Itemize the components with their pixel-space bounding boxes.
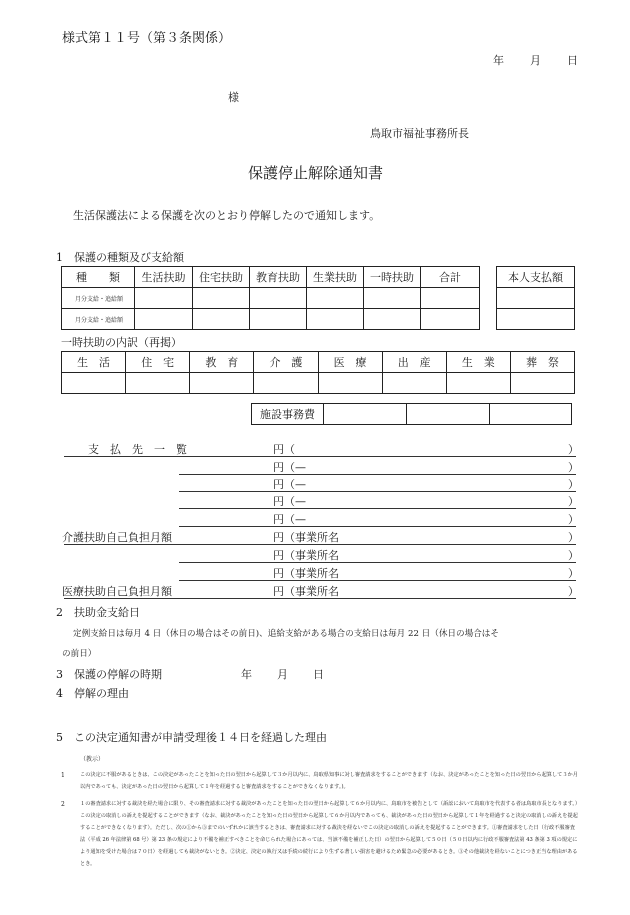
payee-line	[179, 474, 576, 475]
cell[interactable]	[497, 309, 575, 330]
col-personal-payment: 本人支払額	[497, 267, 575, 288]
row-monthly-1: 月分支給・追給額	[62, 288, 135, 309]
payee-line	[179, 508, 576, 509]
cell[interactable]	[364, 309, 421, 330]
payee-line	[64, 456, 576, 457]
cell[interactable]	[254, 373, 318, 394]
cell[interactable]	[446, 373, 510, 394]
care-close-3: ）	[568, 567, 579, 580]
section2-heading: 2 扶助金支給日	[56, 606, 140, 619]
cell[interactable]	[490, 404, 572, 425]
care-close-2: ）	[568, 549, 579, 562]
notice-item1: この決定に不服があるときは、この決定があったことを知った日の翌日から起算して３か月以内に、鳥取県知事に対し審査請求をすることができます（なお、決定があったことを知った日の翌日から起算して３か月以内であっても、決定があった日の翌日から起算して１年を経過すると審査請求をすることができなくなります。)。	[80, 772, 578, 790]
payee-yen-2: 円（—	[273, 461, 306, 474]
payment-day-text-cont: の前日）	[62, 649, 97, 659]
resume-month-label: 月	[277, 668, 288, 681]
facility-fee-table	[251, 403, 572, 425]
payee-close-5: ）	[568, 513, 579, 526]
breakdown-heading: 一時扶助の内訳（再掲）	[61, 336, 182, 349]
cell[interactable]	[190, 373, 254, 394]
date-month-label: 月	[530, 54, 541, 67]
payee-line	[179, 580, 576, 581]
cell[interactable]	[510, 373, 574, 394]
cell[interactable]	[193, 288, 250, 309]
date-year-label: 年	[493, 54, 504, 67]
facility-fee-label: 施設事務費	[252, 404, 324, 425]
cell[interactable]	[364, 288, 421, 309]
cell[interactable]	[421, 288, 480, 309]
payee-yen-5: 円（—	[273, 513, 306, 526]
form-number: 様式第１１号（第３条関係）	[62, 31, 232, 46]
cell[interactable]	[307, 288, 364, 309]
document-title: 保護停止解除通知書	[248, 164, 384, 182]
payee-line	[179, 526, 576, 527]
intro-text: 生活保護法による保護を次のとおり停解したので通知します。	[73, 209, 381, 222]
breakdown-care: 介 護	[254, 352, 318, 373]
col-education: 教育扶助	[250, 267, 307, 288]
cell[interactable]	[497, 288, 575, 309]
payee-close-3: ）	[568, 478, 579, 491]
cell[interactable]	[250, 288, 307, 309]
col-temporary: 一時扶助	[364, 267, 421, 288]
breakdown-education: 教 育	[190, 352, 254, 373]
payee-close-2: ）	[568, 461, 579, 474]
payee-yen-3: 円（—	[273, 478, 306, 491]
section5-heading: 5 この決定通知書が申請受理後１４日を経過した理由	[56, 731, 327, 744]
cell[interactable]	[193, 309, 250, 330]
care-row-3: 円（事業所名	[273, 567, 339, 580]
section3-heading: 3 保護の停解の時期	[56, 668, 162, 681]
breakdown-occupation: 生 業	[446, 352, 510, 373]
notice-item2-number: 2	[61, 801, 65, 808]
payee-close-1: ）	[568, 443, 579, 456]
breakdown-living: 生 活	[62, 352, 126, 373]
cell[interactable]	[126, 373, 190, 394]
section1-heading: 1 保護の種類及び支給額	[56, 251, 184, 264]
cell[interactable]	[135, 309, 193, 330]
personal-payment-table	[496, 266, 575, 330]
issuer-name: 鳥取市福祉事務所長	[370, 127, 469, 140]
cell[interactable]	[307, 309, 364, 330]
payee-yen-1: 円（	[273, 443, 295, 456]
cell[interactable]	[135, 288, 193, 309]
addressee-suffix: 様	[228, 91, 239, 104]
col-type: 種 類	[62, 267, 135, 288]
care-row-2: 円（事業所名	[273, 549, 339, 562]
payee-line	[179, 491, 576, 492]
payment-day-text: 定例支給日は毎月 4 日（休日の場合はその前日)、追給支給がある場合の支給日は毎月 22 日（休日の場合はそ	[73, 629, 499, 639]
care-close-1: ）	[568, 531, 579, 544]
care-copay-label: 介護扶助自己負担月額	[62, 531, 172, 544]
benefit-amount-table	[61, 266, 480, 330]
cell[interactable]	[318, 373, 382, 394]
medical-copay-label: 医療扶助自己負担月額	[62, 585, 172, 598]
cell[interactable]	[62, 373, 126, 394]
col-occupation: 生業扶助	[307, 267, 364, 288]
row-monthly-2: 月分支給・追給額	[62, 309, 135, 330]
resume-day-label: 日	[313, 668, 324, 681]
section4-heading: 4 停解の理由	[56, 687, 129, 700]
col-total: 合計	[421, 267, 480, 288]
breakdown-housing: 住 宅	[126, 352, 190, 373]
breakdown-funeral: 葬 祭	[510, 352, 574, 373]
payee-yen-4: 円（—	[273, 495, 306, 508]
payee-line	[64, 598, 576, 599]
cell[interactable]	[421, 309, 480, 330]
breakdown-medical: 医 療	[318, 352, 382, 373]
notice-label: （教示）	[80, 756, 105, 763]
cell[interactable]	[324, 404, 407, 425]
medical-close-1: ）	[568, 585, 579, 598]
cell[interactable]	[407, 404, 490, 425]
payee-list-label: 支 払 先 一 覧	[88, 443, 187, 456]
medical-row-1: 円（事業所名	[273, 585, 339, 598]
care-row-1: 円（事業所名	[273, 531, 339, 544]
date-day-label: 日	[567, 54, 578, 67]
payee-line	[64, 544, 576, 545]
col-living: 生活扶助	[135, 267, 193, 288]
payee-line	[179, 562, 576, 563]
notice-item2: １の審査請求に対する裁決を経た場合に限り、その審査請求に対する裁決があったことを知った日の翌日から起算して６か月以内に、鳥取市を被告として（訴訟において鳥取市を代表する者は鳥取市長となります。）この決定の取消しの訴えを提起することができます（なお、裁決があったことを知った日の翌日から起算して６か月以内であっても、裁決があった日の翌日から起算して１年を経過すると決定の取消しの訴えを提起することができなくなります）。ただし、次の①から③までのいずれかに該当するときは、審査請求に対する裁決を経ないでこの決定の取消しの訴えを提起することができます。①審査請求をした日（行政不服審査法（平成 26 年法律第 68 号）第 23 条の規定により不備を補正すべきことを命じられた場合にあっては、当該不備を補正した日）の翌日から起算して５０日（５０日以内に行政不服審査法第 43 条第 3 項の規定により通知を受けた場合は７０日）を経過しても裁決がないとき。②決定、決定の執行又は手続の続行により生ずる著しい損害を避けるため緊急の必要があるとき。③その他裁決を経ないことにつき正当な理由があるとき。	[80, 801, 578, 867]
notice-item1-number: 1	[61, 772, 65, 779]
resume-year-label: 年	[241, 668, 252, 681]
col-housing: 住宅扶助	[193, 267, 250, 288]
cell[interactable]	[250, 309, 307, 330]
cell[interactable]	[382, 373, 446, 394]
temporary-breakdown-table	[61, 351, 575, 394]
payee-close-4: ）	[568, 495, 579, 508]
breakdown-childbirth: 出 産	[382, 352, 446, 373]
